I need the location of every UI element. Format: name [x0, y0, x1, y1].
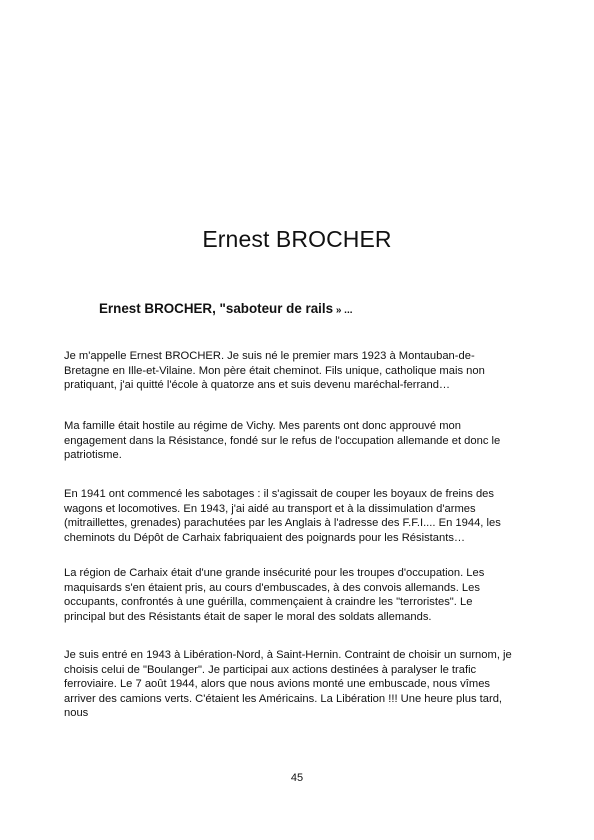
paragraph-line: En 1941 ont commencé les sabotages : il s'agissait de couper les boyaux de freins des: [64, 488, 494, 500]
page-title: Ernest BROCHER: [202, 226, 392, 252]
paragraph-line: (mitraillettes, grenades) parachutées par les Anglais à l'adresse des F.F.I.... En 1944, les: [64, 517, 501, 530]
paragraph-2: [64, 419, 542, 463]
paragraph-3: [64, 487, 542, 545]
paragraph-5: [64, 648, 542, 721]
paragraph-4: [64, 566, 542, 624]
paragraph-line: maquisards s'en étaient pris, au cours d'embuscades, à des convois allemands. Les: [64, 581, 480, 594]
paragraph-line: engagement dans la Résistance, fondé sur le refus de l'occupation allemande et donc le: [64, 434, 501, 447]
paragraph-line: La région de Carhaix était d'une grande insécurité pour les troupes d'occupation. Les: [64, 567, 485, 579]
paragraph-line: nous: [64, 707, 89, 720]
paragraph-line: occupants, confrontés à une guérilla, commençaient à craindre les "terroristes". Le: [64, 596, 473, 609]
paragraph-line: patriotisme.: [64, 449, 122, 462]
paragraph-line: pratiquant, j'ai quitté l'école à quatorze ans et suis devenu maréchal-ferrand…: [64, 379, 451, 392]
paragraph-line: ferroviaire. Le 7 août 1944, alors que nous avions monté une embuscade, nous vîmes: [64, 678, 491, 691]
paragraph-line: principal but des Résistants était de saper le moral des soldats allemands.: [64, 610, 432, 623]
paragraph-line: Bretagne en Ille-et-Vilaine. Mon père était cheminot. Fils unique, catholique mais non: [64, 364, 485, 377]
subtitle-main: Ernest BROCHER, "saboteur de rails: [99, 301, 334, 316]
paragraph-line: choisis celui de "Boulanger". Je participai aux actions destinées à paralyser le trafic: [64, 663, 477, 676]
page-number: 45: [290, 772, 304, 784]
paragraph-line: arriver des camions verts. C'étaient les Américains. La Libération !!! Une heure plus tard,: [64, 692, 503, 705]
subtitle-end: » ...: [333, 305, 353, 316]
paragraph-line: Ma famille était hostile au régime de Vichy. Mes parents ont donc approuvé mon: [64, 420, 461, 432]
paragraph-line: wagons et locomotives. En 1943, j'ai aidé au transport et à la dissimulation d'armes: [64, 502, 476, 515]
paragraph-line: cheminots du Dépôt de Carhaix fabriquaient des poignards pour les Résistants…: [64, 531, 466, 544]
paragraph-1: [64, 349, 542, 393]
paragraph-line: Je m'appelle Ernest BROCHER. Je suis né le premier mars 1923 à Montauban-de-: [64, 350, 475, 362]
section-subtitle: [99, 301, 539, 316]
paragraph-line: Je suis entré en 1943 à Libération-Nord, à Saint-Hernin. Contraint de choisir un surnom, je: [64, 649, 512, 661]
